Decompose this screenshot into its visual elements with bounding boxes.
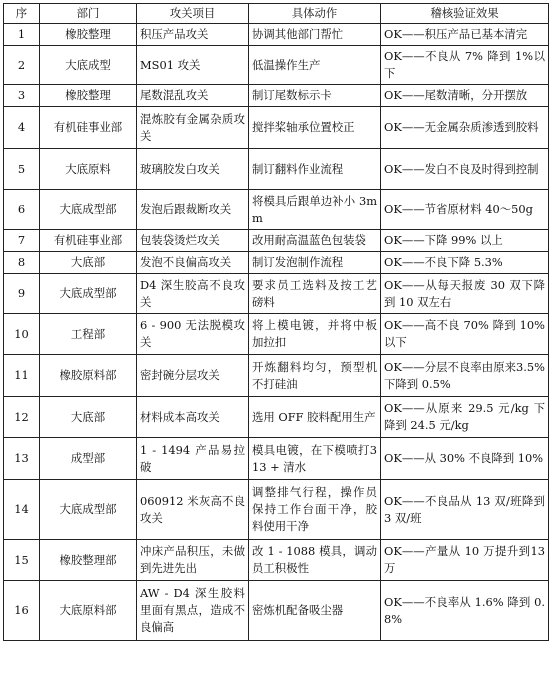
- row-no: 15: [4, 540, 40, 581]
- row-action: 改用耐高温蓝色包装袋: [249, 230, 381, 252]
- table-row: [4, 397, 549, 438]
- table-row: [4, 355, 549, 397]
- row-project: 发泡后跟裁断攻关: [137, 190, 249, 230]
- table-row: [4, 480, 549, 540]
- row-result: OK——不良率从 1.6% 降到 0.8%: [381, 581, 549, 641]
- row-project: 材料成本高攻关: [137, 397, 249, 438]
- table-header-row: [4, 4, 549, 24]
- row-dept: 大底部: [40, 397, 137, 438]
- row-action: 改 1 - 1088 模具，调动员工积极性: [249, 540, 381, 581]
- row-project: 密封碗分层攻关: [137, 355, 249, 397]
- table-row: [4, 85, 549, 107]
- row-result: OK——产量从 10 万提升到13 万: [381, 540, 549, 581]
- row-project: 玻璃胶发白攻关: [137, 149, 249, 190]
- row-no: 8: [4, 252, 40, 274]
- row-action: 搅拌桨轴承位置校正: [249, 107, 381, 149]
- row-no: 10: [4, 314, 40, 355]
- row-dept: 大底成型部: [40, 274, 137, 314]
- row-dept: 工程部: [40, 314, 137, 355]
- row-no: 16: [4, 581, 40, 641]
- improvement-table: [3, 3, 549, 641]
- row-no: 12: [4, 397, 40, 438]
- row-result: OK——积压产品已基本清完: [381, 24, 549, 46]
- table-row: [4, 252, 549, 274]
- row-result: OK——不良品从 13 双/班降到 3 双/班: [381, 480, 549, 540]
- row-action: 协调其他部门帮忙: [249, 24, 381, 46]
- header-dept: 部门: [40, 4, 137, 24]
- row-result: OK——从每天报废 30 双下降到 10 双左右: [381, 274, 549, 314]
- row-dept: 大底成型: [40, 46, 137, 85]
- row-no: 4: [4, 107, 40, 149]
- table-body: [4, 24, 549, 641]
- row-result: OK——发白不良及时得到控制: [381, 149, 549, 190]
- row-result: OK——高不良 70% 降到 10% 以下: [381, 314, 549, 355]
- row-no: 9: [4, 274, 40, 314]
- table-row: [4, 581, 549, 641]
- table-row: [4, 438, 549, 480]
- improvement-table-container: [3, 3, 548, 641]
- row-dept: 橡胶整理部: [40, 540, 137, 581]
- row-no: 3: [4, 85, 40, 107]
- row-result: OK——无金属杂质渗透到胶料: [381, 107, 549, 149]
- row-project: 混炼胶有金属杂质攻关: [137, 107, 249, 149]
- row-action: 模具电镀，在下模喷打313 + 清水: [249, 438, 381, 480]
- table-row: [4, 190, 549, 230]
- row-project: D4 深生胶高不良攻关: [137, 274, 249, 314]
- row-project: 积压产品攻关: [137, 24, 249, 46]
- row-project: 包装袋烫烂攻关: [137, 230, 249, 252]
- row-project: 冲床产品积压，未做到先进先出: [137, 540, 249, 581]
- header-no: 序: [4, 4, 40, 24]
- header-result: 稽核验证效果: [381, 4, 549, 24]
- row-dept: 橡胶整理: [40, 85, 137, 107]
- row-result: OK——分层不良率由原来3.5% 下降到 0.5%: [381, 355, 549, 397]
- row-dept: 有机硅事业部: [40, 107, 137, 149]
- row-action: 制订发泡制作流程: [249, 252, 381, 274]
- row-no: 14: [4, 480, 40, 540]
- row-no: 2: [4, 46, 40, 85]
- row-no: 6: [4, 190, 40, 230]
- row-project: AW - D4 深生胶料里面有黑点，造成不良偏高: [137, 581, 249, 641]
- header-action: 具体动作: [249, 4, 381, 24]
- row-project: 060912 米灰高不良攻关: [137, 480, 249, 540]
- row-dept: 成型部: [40, 438, 137, 480]
- row-dept: 大底成型部: [40, 190, 137, 230]
- row-project: 发泡不良偏高攻关: [137, 252, 249, 274]
- row-dept: 橡胶原料部: [40, 355, 137, 397]
- table-row: [4, 230, 549, 252]
- row-project: 1 - 1494 产品易拉破: [137, 438, 249, 480]
- row-dept: 橡胶整理: [40, 24, 137, 46]
- table-row: [4, 540, 549, 581]
- row-dept: 大底部: [40, 252, 137, 274]
- row-result: OK——从 30% 不良降到 10%: [381, 438, 549, 480]
- row-no: 13: [4, 438, 40, 480]
- table-row: [4, 314, 549, 355]
- row-action: 低温操作生产: [249, 46, 381, 85]
- row-action: 要求员工选料及按工艺磅料: [249, 274, 381, 314]
- table-row: [4, 24, 549, 46]
- row-no: 11: [4, 355, 40, 397]
- row-action: 将上模电镀，并将中板加拉扣: [249, 314, 381, 355]
- row-action: 将模具后跟单边补小 3mm: [249, 190, 381, 230]
- table-row: [4, 107, 549, 149]
- row-no: 1: [4, 24, 40, 46]
- row-project: MS01 攻关: [137, 46, 249, 85]
- row-no: 7: [4, 230, 40, 252]
- row-dept: 大底原料部: [40, 581, 137, 641]
- row-action: 调整排气行程，操作员保持工作台面干净，胶料使用干净: [249, 480, 381, 540]
- table-row: [4, 274, 549, 314]
- row-result: OK——从原来 29.5 元/kg 下降到 24.5 元/kg: [381, 397, 549, 438]
- table-row: [4, 149, 549, 190]
- row-action: 密炼机配备吸尘器: [249, 581, 381, 641]
- row-dept: 有机硅事业部: [40, 230, 137, 252]
- header-project: 攻关项目: [137, 4, 249, 24]
- row-result: OK——下降 99% 以上: [381, 230, 549, 252]
- table-row: [4, 46, 549, 85]
- row-result: OK——尾数清晰，分开摆放: [381, 85, 549, 107]
- row-result: OK——不良从 7% 降到 1%以下: [381, 46, 549, 85]
- row-project: 6 - 900 无法脱模攻关: [137, 314, 249, 355]
- row-action: 选用 OFF 胶料配用生产: [249, 397, 381, 438]
- row-action: 开炼翻料均匀，预型机不打硅油: [249, 355, 381, 397]
- row-result: OK——不良下降 5.3%: [381, 252, 549, 274]
- row-no: 5: [4, 149, 40, 190]
- row-dept: 大底成型部: [40, 480, 137, 540]
- row-action: 制订尾数标示卡: [249, 85, 381, 107]
- row-project: 尾数混乱攻关: [137, 85, 249, 107]
- row-action: 制订翻料作业流程: [249, 149, 381, 190]
- row-result: OK——节省原材料 40～50g: [381, 190, 549, 230]
- row-dept: 大底原料: [40, 149, 137, 190]
